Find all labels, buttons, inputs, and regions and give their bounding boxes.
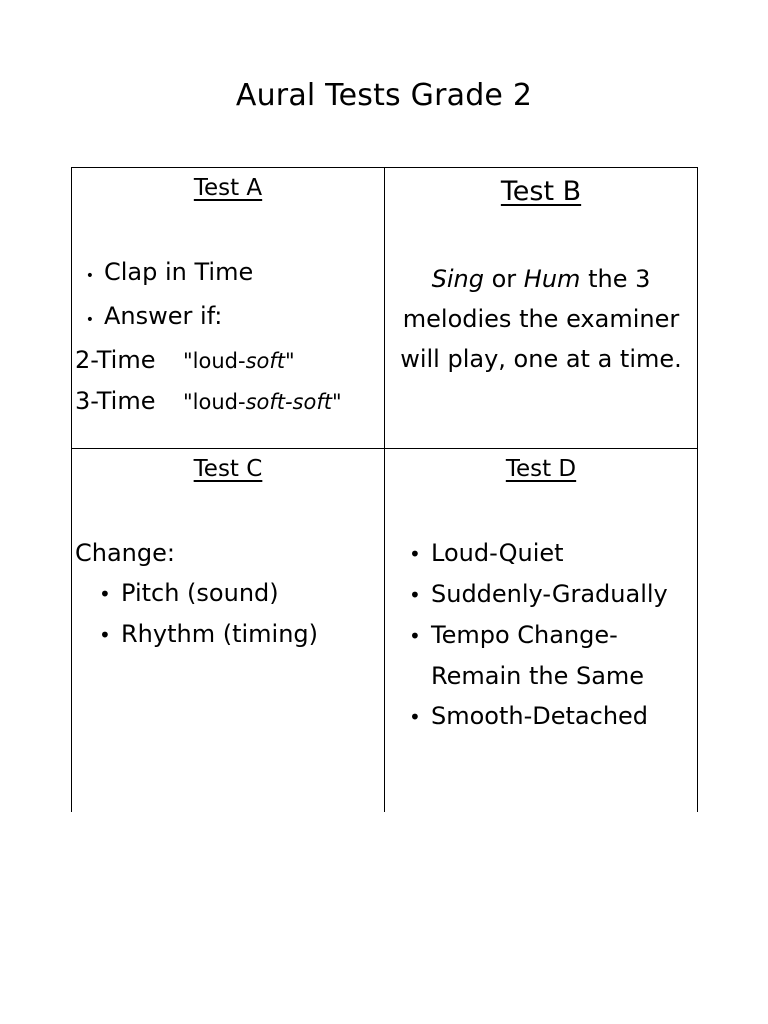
- bullet-icon: •: [99, 623, 111, 647]
- test-c-heading: Test C: [193, 456, 263, 482]
- bullet-icon: •: [85, 268, 94, 284]
- aural-tests-table: [71, 167, 698, 812]
- test-a-row-2-time: 2-Time "loud-soft": [75, 340, 342, 381]
- bullet-icon: •: [85, 312, 94, 328]
- bullet-icon: •: [409, 705, 421, 729]
- test-d-bullet-2: • Suddenly-Gradually: [409, 574, 668, 615]
- test-c-bullet-1: • Pitch (sound): [99, 573, 318, 614]
- test-d-bullet-1: • Loud-Quiet: [409, 533, 668, 574]
- bullet-icon: •: [99, 582, 111, 606]
- bullet-icon: •: [409, 583, 421, 607]
- test-a-row-3-time: 3-Time "loud-soft-soft": [75, 381, 342, 422]
- cell-test-c: [72, 449, 384, 812]
- cell-test-b: [385, 167, 697, 448]
- test-b-description: Sing or Hum the 3 melodies the examiner will play, one at a time.: [400, 265, 682, 373]
- test-d-bullet-3: • Tempo Change-: [409, 615, 668, 656]
- test-d-bullet-3-continuation: Remain the Same: [431, 662, 645, 690]
- test-d-heading: Test D: [505, 456, 577, 482]
- accent-pattern: "loud-soft-soft": [183, 390, 342, 414]
- test-a-bullet-1: • Clap in Time: [72, 252, 342, 296]
- test-c-bullet-2: • Rhythm (timing): [99, 614, 318, 655]
- test-d-bullet-4: • Smooth-Detached: [409, 696, 668, 737]
- test-a-heading: Test A: [193, 175, 263, 201]
- test-a-bullet-2: • Answer if:: [72, 296, 342, 340]
- table-right-border: [697, 167, 698, 812]
- page-title: Aural Tests Grade 2: [235, 78, 533, 113]
- cell-test-d: [385, 449, 697, 812]
- test-b-heading: Test B: [500, 176, 582, 207]
- cell-test-a: [72, 167, 384, 448]
- bullet-icon: •: [409, 542, 421, 566]
- bullet-icon: •: [409, 624, 421, 648]
- test-c-intro: Change:: [75, 539, 175, 567]
- accent-pattern: "loud-soft": [183, 349, 295, 373]
